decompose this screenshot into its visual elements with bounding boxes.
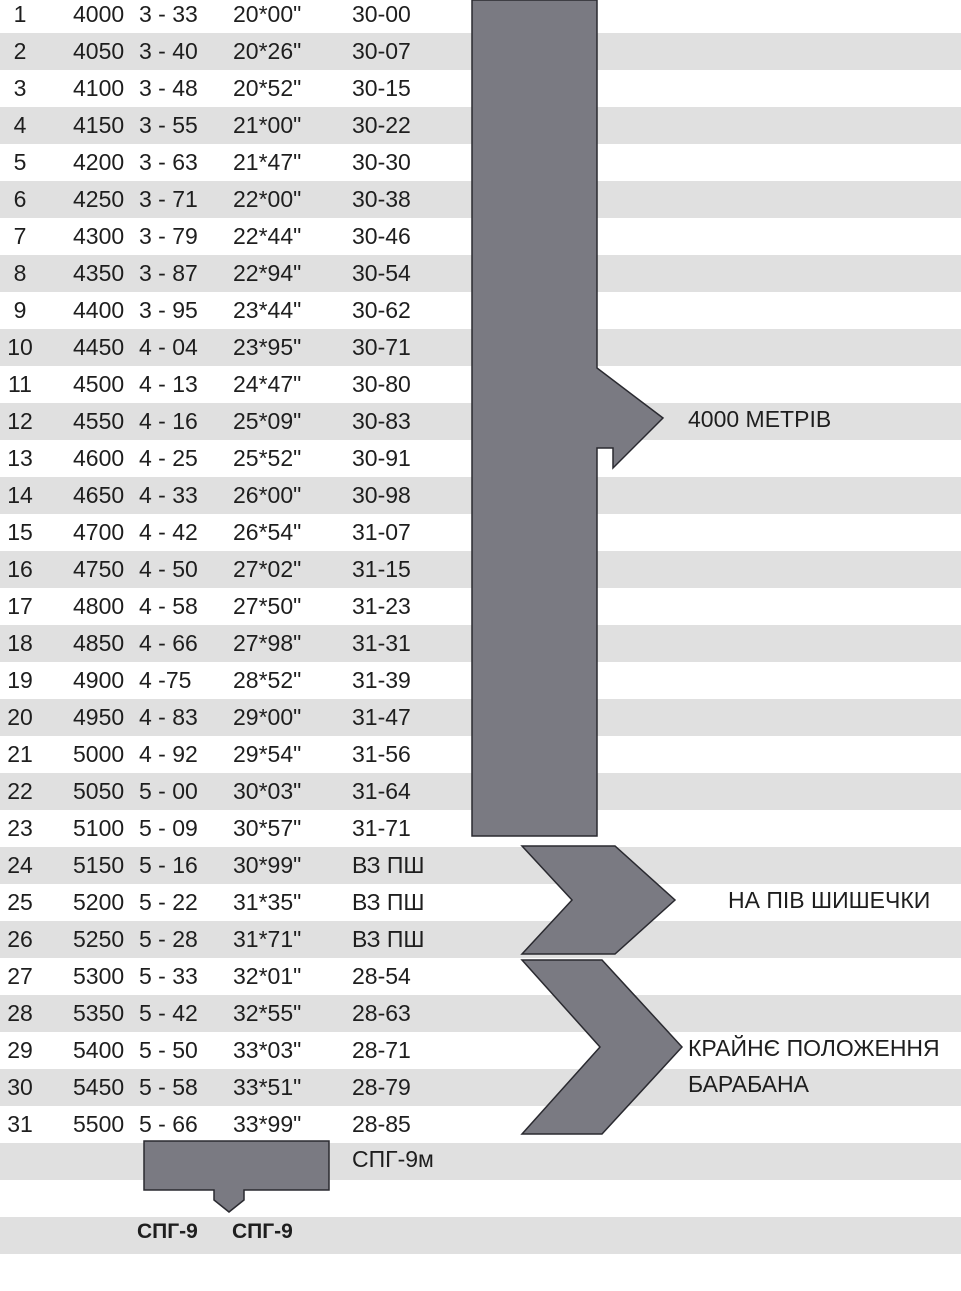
spg9-left-label: СПГ-9 [137,1220,198,1243]
drum-setting-cell: 30-83 [352,408,411,434]
elevation-cell: 21*00" [233,112,302,138]
row-number: 28 [7,1000,33,1026]
sight-setting-cell: 4 - 92 [139,741,198,767]
elevation-cell: 31*35" [233,889,302,915]
drum-setting-cell: 30-15 [352,75,411,101]
drum-setting-cell: 30-62 [352,297,411,323]
elevation-cell: 25*09" [233,408,302,434]
sight-setting-cell: 5 - 58 [139,1074,198,1100]
sight-setting-cell: 4 -75 [139,667,192,693]
distance-cell: 4300 [73,223,125,249]
drum-setting-cell: 31-71 [352,815,411,841]
elevation-cell: 27*50" [233,593,302,619]
drum-setting-cell: 28-63 [352,1000,411,1026]
distance-cell: 5200 [73,889,125,915]
drum-setting-cell: 30-98 [352,482,411,508]
elevation-cell: 33*03" [233,1037,302,1063]
distance-cell: 5050 [73,778,125,804]
sight-setting-cell: 5 - 22 [139,889,198,915]
half-cone-label: НА ПІВ ШИШЕЧКИ [728,887,931,913]
sight-setting-cell: 4 - 13 [139,371,198,397]
distance-cell: 5350 [73,1000,125,1026]
meters-label: 4000 МЕТРІВ [688,406,832,432]
drum-setting-cell: 31-31 [352,630,411,656]
sight-setting-cell: 4 - 83 [139,704,198,730]
sight-setting-cell: 5 - 28 [139,926,198,952]
distance-cell: 4000 [73,1,125,27]
drum-setting-cell: 30-00 [352,1,411,27]
distance-cell: 4350 [73,260,125,286]
elevation-cell: 24*47" [233,371,302,397]
drum-setting-cell: ВЗ ПШ [352,926,425,952]
elevation-cell: 33*51" [233,1074,302,1100]
sight-setting-cell: 4 - 42 [139,519,198,545]
row-number: 30 [7,1074,33,1100]
row-number: 25 [7,889,33,915]
distance-cell: 5100 [73,815,125,841]
distance-cell: 4150 [73,112,125,138]
elevation-cell: 26*54" [233,519,302,545]
row-number: 16 [7,556,33,582]
extreme-position-label-line1: КРАЙНЄ ПОЛОЖЕННЯ [688,1035,940,1061]
distance-cell: 4600 [73,445,125,471]
elevation-cell: 22*94" [233,260,302,286]
elevation-cell: 32*55" [233,1000,302,1026]
sight-setting-cell: 4 - 16 [139,408,198,434]
range-arrow-shape [472,0,663,836]
row-number: 2 [13,38,27,64]
distance-cell: 4950 [73,704,125,730]
distance-cell: 4900 [73,667,125,693]
drum-setting-cell: 30-07 [352,38,411,64]
drum-setting-cell: 28-79 [352,1074,411,1100]
row-number: 19 [7,667,33,693]
elevation-cell: 31*71" [233,926,302,952]
sight-setting-cell: 3 - 87 [139,260,198,286]
distance-cell: 4800 [73,593,125,619]
distance-cell: 4100 [73,75,125,101]
row-number: 17 [7,593,33,619]
drum-setting-cell: 31-64 [352,778,411,804]
distance-cell: 5400 [73,1037,125,1063]
row-number: 26 [7,926,33,952]
half-cone-chevron-shape [522,846,675,954]
distance-cell: 4450 [73,334,125,360]
elevation-cell: 23*44" [233,297,302,323]
sight-setting-cell: 3 - 71 [139,186,198,212]
drum-setting-cell: 30-91 [352,445,411,471]
elevation-cell: 20*00" [233,1,302,27]
drum-setting-cell: 31-47 [352,704,411,730]
distance-cell: 4550 [73,408,125,434]
elevation-cell: 26*00" [233,482,302,508]
drum-setting-cell: 31-56 [352,741,411,767]
row-number: 7 [13,223,27,249]
sight-setting-cell: 3 - 79 [139,223,198,249]
row-number: 27 [7,963,33,989]
distance-cell: 4650 [73,482,125,508]
sight-setting-cell: 4 - 66 [139,630,198,656]
drum-setting-cell: 31-15 [352,556,411,582]
sight-setting-cell: 3 - 48 [139,75,198,101]
row-number: 11 [8,371,32,397]
row-number: 24 [7,852,33,878]
sight-setting-cell: 4 - 04 [139,334,198,360]
elevation-cell: 20*52" [233,75,302,101]
sight-setting-cell: 5 - 50 [139,1037,198,1063]
distance-cell: 4750 [73,556,125,582]
sight-setting-cell: 4 - 33 [139,482,198,508]
sight-setting-cell: 4 - 58 [139,593,198,619]
drum-setting-cell: 30-30 [352,149,411,175]
row-number: 10 [7,334,33,360]
drum-setting-cell: 28-71 [352,1037,411,1063]
row-number: 31 [7,1111,33,1137]
row-number: 4 [13,112,27,138]
drum-setting-cell: 30-80 [352,371,411,397]
extreme-position-chevron-shape [522,960,682,1134]
distance-cell: 5150 [73,852,125,878]
row-number: 22 [7,778,33,804]
elevation-cell: 30*99" [233,852,302,878]
sight-setting-cell: 3 - 40 [139,38,198,64]
distance-cell: 4850 [73,630,125,656]
sight-setting-cell: 3 - 55 [139,112,198,138]
spg9m-label: СПГ-9м [352,1146,434,1172]
elevation-cell: 29*54" [233,741,302,767]
sight-setting-cell: 5 - 16 [139,852,198,878]
sight-setting-cell: 5 - 00 [139,778,198,804]
distance-cell: 4500 [73,371,125,397]
sight-setting-cell: 4 - 25 [139,445,198,471]
elevation-cell: 33*99" [233,1111,302,1137]
extreme-position-label-line2: БАРАБАНА [688,1071,809,1097]
row-number: 3 [13,75,27,101]
drum-setting-cell: ВЗ ПШ [352,852,425,878]
elevation-cell: 25*52" [233,445,302,471]
sight-setting-cell: 5 - 33 [139,963,198,989]
elevation-cell: 32*01" [233,963,302,989]
elevation-cell: 21*47" [233,149,302,175]
drum-setting-cell: 30-71 [352,334,411,360]
elevation-cell: 29*00" [233,704,302,730]
distance-cell: 5500 [73,1111,125,1137]
sight-setting-cell: 3 - 33 [139,1,198,27]
row-number: 13 [7,445,33,471]
row-number: 6 [13,186,27,212]
elevation-cell: 22*44" [233,223,302,249]
distance-cell: 4200 [73,149,125,175]
elevation-cell: 30*03" [233,778,302,804]
row-number: 21 [7,741,33,767]
distance-cell: 4700 [73,519,125,545]
elevation-cell: 28*52" [233,667,302,693]
sight-setting-cell: 4 - 50 [139,556,198,582]
row-number: 29 [7,1037,33,1063]
distance-cell: 4050 [73,38,125,64]
drum-setting-cell: 30-54 [352,260,411,286]
sight-setting-cell: 5 - 66 [139,1111,198,1137]
row-number: 12 [7,408,33,434]
drum-setting-cell: 31-39 [352,667,411,693]
drum-setting-cell: 30-22 [352,112,411,138]
sight-setting-cell: 3 - 63 [139,149,198,175]
row-number: 18 [7,630,33,656]
elevation-cell: 20*26" [233,38,302,64]
distance-cell: 4250 [73,186,125,212]
row-number: 23 [7,815,33,841]
drum-setting-cell: 31-07 [352,519,411,545]
elevation-cell: 27*02" [233,556,302,582]
row-number: 8 [13,260,27,286]
row-number: 14 [7,482,33,508]
drum-setting-cell: 28-54 [352,963,411,989]
elevation-cell: 27*98" [233,630,302,656]
spg9-down-arrow-shape [144,1141,329,1212]
distance-cell: 5450 [73,1074,125,1100]
sight-setting-cell: 3 - 95 [139,297,198,323]
distance-cell: 5300 [73,963,125,989]
row-number: 20 [7,704,33,730]
drum-setting-cell: ВЗ ПШ [352,889,425,915]
drum-setting-cell: 31-23 [352,593,411,619]
row-number: 5 [13,149,27,175]
elevation-cell: 30*57" [233,815,302,841]
row-number: 9 [13,297,27,323]
distance-cell: 4400 [73,297,125,323]
drum-setting-cell: 30-46 [352,223,411,249]
row-number: 15 [7,519,33,545]
row-number: 1 [13,1,27,27]
sight-setting-cell: 5 - 09 [139,815,198,841]
distance-cell: 5250 [73,926,125,952]
drum-setting-cell: 30-38 [352,186,411,212]
elevation-cell: 22*00" [233,186,302,212]
distance-cell: 5000 [73,741,125,767]
spg9-right-label: СПГ-9 [232,1220,293,1243]
drum-setting-cell: 28-85 [352,1111,411,1137]
elevation-cell: 23*95" [233,334,302,360]
sight-setting-cell: 5 - 42 [139,1000,198,1026]
